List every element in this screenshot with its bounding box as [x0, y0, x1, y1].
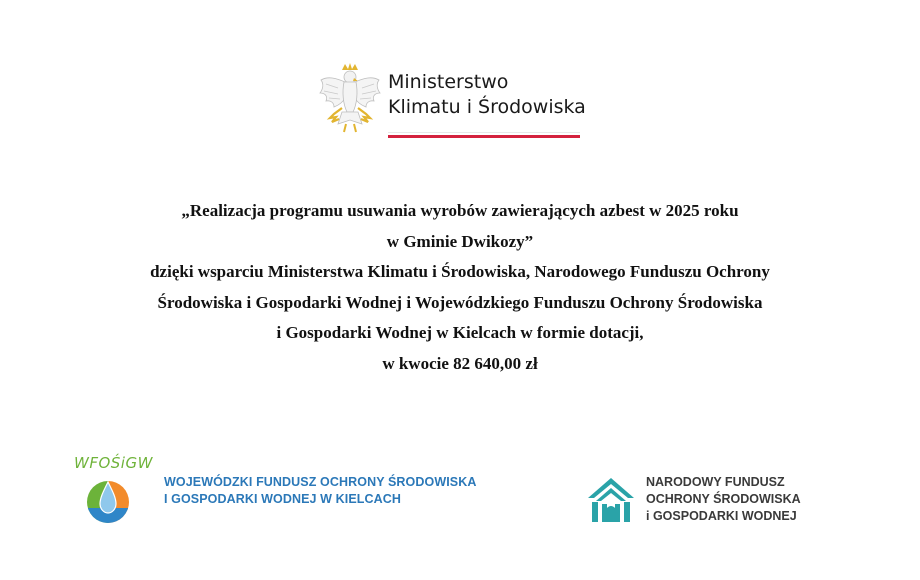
- wfosigw-name: [164, 474, 477, 508]
- nfosigw-name-line3: i GOSPODARKI WODNEJ: [646, 509, 797, 523]
- nfosigw-emblem-icon: [586, 476, 636, 524]
- nfosigw-name-line1: NARODOWY FUNDUSZ: [646, 475, 785, 489]
- water-drop-globe-icon: [72, 448, 162, 528]
- ministry-name: [388, 70, 586, 120]
- announcement-line: w kwocie 82 640,00 zł: [382, 353, 538, 373]
- flag-bar: [388, 132, 580, 138]
- ministry-logo: [318, 62, 588, 140]
- ministry-name-line2: Klimatu i Środowiska: [388, 96, 586, 118]
- announcement-line: dzięki wsparciu Ministerstwa Klimatu i Środowiska, Narodowego Funduszu Ochrony: [150, 262, 770, 281]
- wfosigw-logo: [72, 448, 477, 528]
- ministry-name-line1: Ministerstwo: [388, 71, 509, 93]
- announcement-line: i Gospodarki Wodnej w Kielcach w formie dotacji,: [276, 323, 644, 342]
- announcement-text: [60, 196, 860, 379]
- wfosigw-name-line1: WOJEWÓDZKI FUNDUSZ OCHRONY ŚRODOWISKA: [164, 475, 477, 489]
- flag-bar-red: [388, 135, 580, 138]
- announcement-line: w Gminie Dwikozy”: [386, 231, 534, 251]
- polish-eagle-icon: [318, 62, 382, 136]
- wfosigw-acronym: WFOŚiGW: [74, 454, 153, 472]
- wfosigw-emblem: [72, 448, 162, 528]
- nfosigw-logo: [586, 472, 846, 528]
- nfosigw-name: [646, 474, 801, 525]
- announcement-line: Środowiska i Gospodarki Wodnej i Wojewódzkiego Funduszu Ochrony Środowiska: [157, 292, 763, 312]
- wfosigw-name-line2: I GOSPODARKI WODNEJ W KIELCACH: [164, 492, 402, 506]
- nfosigw-name-line2: OCHRONY ŚRODOWISKA: [646, 492, 801, 506]
- announcement-line: „Realizacja programu usuwania wyrobów zawierających azbest w 2025 roku: [181, 201, 739, 220]
